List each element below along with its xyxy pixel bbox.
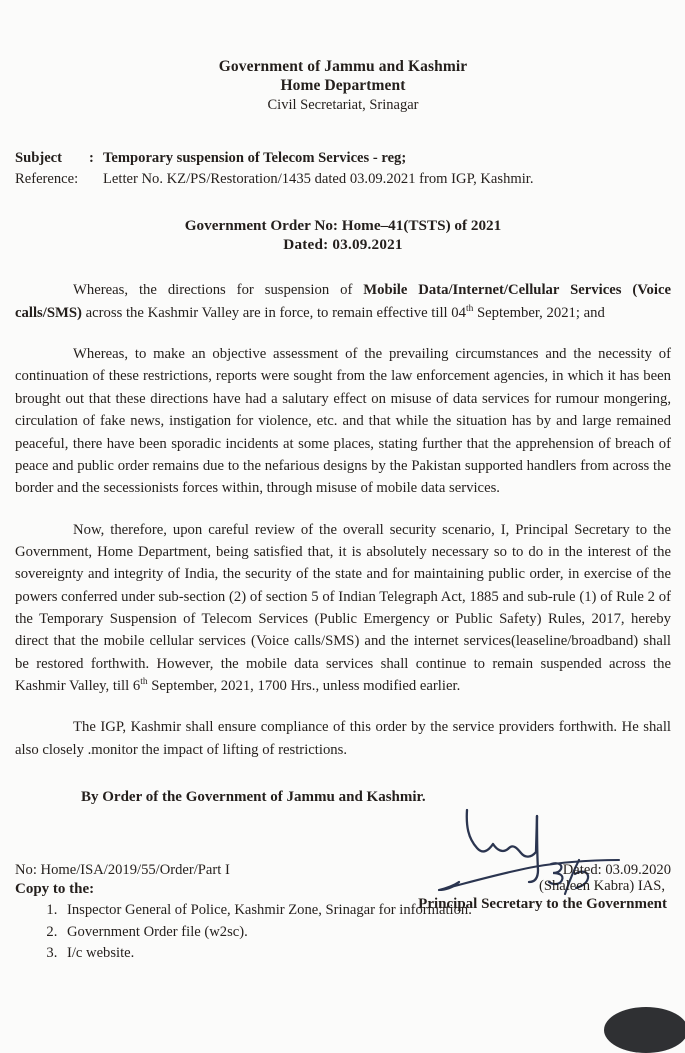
p3-text-a: Now, therefore, upon careful review of the overall security scenario, I, Principal Secretary to the Government, Home Department, being satisfied that, it is absolutely necessary so to do in the interest of the sovereignty and integrity of India, the security of the state and for maintaining public order, in exercise of the powers conferred under sub-section (2) of section 5 of Indian Telegraph Act, 1885 and sub-rule (1) of Rule 2 of the Temporary Suspension of Telecom Services (Public Emergency or Public Safety) Rules, 2017, hereby direct that the mobile cellular services (Voice calls/SMS) and the internet services(leaseline/broadband) shall be restored forthwith. However, the mobile data services shall continue to remain suspended across the Kashmir Valley, till 6 xyxy=(15,521,671,694)
reference-label: Reference: xyxy=(15,171,79,188)
p3-text-b: September, 2021, 1700 Hrs., unless modified earlier. xyxy=(147,677,461,694)
p1-bold-services: Mobile Data/Internet/Cellular Services (Voice calls/SMS) xyxy=(15,282,671,321)
subject-row xyxy=(15,148,671,169)
copy-to-list xyxy=(15,900,671,965)
list-item: 3. I/c website. xyxy=(61,943,671,965)
p1-ordinal-suffix: th xyxy=(465,303,474,314)
file-number: No: Home/ISA/2019/55/Order/Part I xyxy=(15,862,230,878)
p3-ordinal-suffix: th xyxy=(140,677,148,688)
paragraph-igp-compliance: The IGP, Kashmir shall ensure compliance of this order by the service providers forthwith. He shall also closely .monitor the impact of lifting of restrictions. xyxy=(15,719,671,758)
subject-colon: : xyxy=(89,149,94,166)
subject-label: Subject xyxy=(15,149,63,166)
footer-block xyxy=(15,862,671,965)
letterhead xyxy=(15,0,671,115)
reference-text: Letter No. KZ/PS/Restoration/1435 dated 03.09.2021 from IGP, Kashmir. xyxy=(103,171,534,188)
footer-date: Dated: 03.09.2020 xyxy=(562,862,671,878)
signatory-title: Principal Secretary to the Government xyxy=(418,895,667,912)
paragraph-whereas-directions xyxy=(15,279,671,324)
scan-artifact-blob xyxy=(604,1007,685,1053)
subject-block xyxy=(15,148,671,190)
p1-text-b: across the Kashmir Valley are in force, to remain effective till 04 xyxy=(81,304,466,321)
org-name: Government of Jammu and Kashmir xyxy=(218,58,468,75)
department-name: Home Department xyxy=(280,76,406,94)
footer-top-row xyxy=(15,862,671,879)
p1-text-a: Whereas, the directions for suspension of xyxy=(73,282,364,299)
reference-row xyxy=(15,169,671,190)
list-item: 1. Inspector General of Police, Kashmir Zone, Srinagar for information. xyxy=(61,900,671,922)
list-item: 2. Government Order file (w2sc). xyxy=(61,922,671,944)
order-date: Dated: 03.09.2021 xyxy=(283,236,403,254)
office-address: Civil Secretariat, Srinagar xyxy=(267,96,419,113)
by-order-line: By Order of the Government of Jammu and Kashmir. xyxy=(81,788,426,805)
signatory-name: (Shaleen Kabra) IAS, xyxy=(538,877,665,894)
paragraph-now-therefore xyxy=(15,519,671,698)
copy-to-heading: Copy to the: xyxy=(15,881,95,897)
p1-text-c: September, 2021; and xyxy=(473,304,605,321)
subject-text: Temporary suspension of Telecom Services - reg; xyxy=(103,149,407,166)
paragraph-whereas-assessment: Whereas, to make an objective assessment of the prevailing circumstances and the necessity of continuation of these restrictions, reports were sought from the law enforcement agencies, in which it has been brought out that these directions have had a salutary effect on misuse of data services for rumour mongering, circulation of fake news, instigation for violence, etc. and that while the situation has by and large remained peaceful, there have been sporadic incidents at some places, stating further that the apprehension of breach of peace and public order remains due to the nefarious designs by the Pakistan supported handlers from across the border and the secessionists forces within, through misuse of mobile data services. xyxy=(15,346,671,497)
order-number: Government Order No: Home–41(TSTS) of 2021 xyxy=(184,216,502,234)
